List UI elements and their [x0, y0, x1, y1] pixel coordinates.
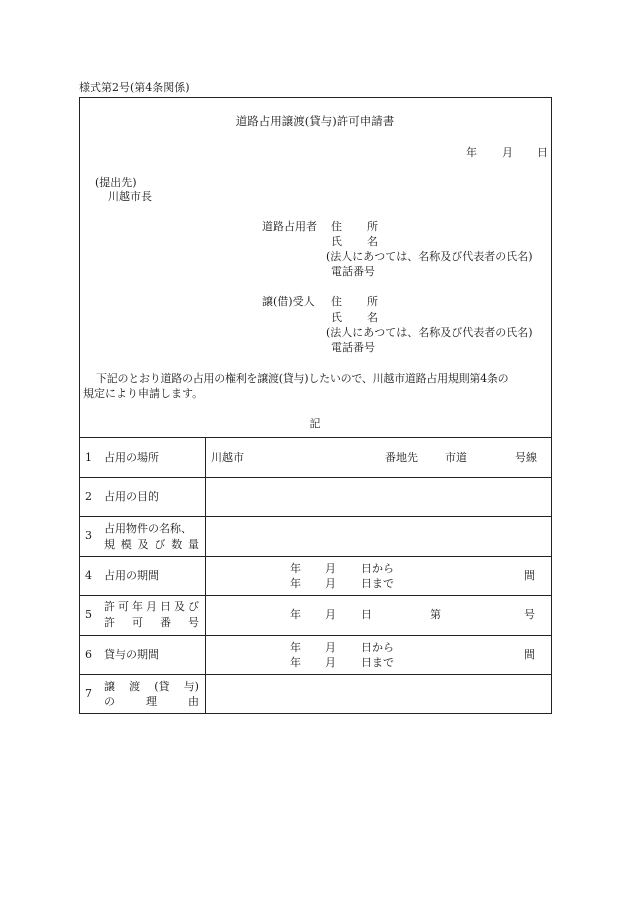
lend-unit: 間 — [524, 648, 535, 661]
addressee-name: 川越市長 — [108, 190, 152, 203]
period-to-year: 年 — [290, 577, 301, 590]
occupant-address-k2: 所 — [367, 220, 378, 233]
row-divider — [79, 556, 552, 557]
receiver-address-k1: 住 — [331, 295, 342, 308]
receiver-phone-label: 電話番号 — [331, 341, 375, 354]
row-number: 3 — [85, 529, 92, 542]
row-label-permit-date — [104, 601, 199, 612]
row-number: 1 — [85, 451, 92, 464]
occupant-corp-note: (法人にあつては、名称及び代表者の氏名) — [326, 250, 533, 263]
label-char: 号 — [188, 616, 199, 629]
receiver-name-k2: 名 — [367, 311, 378, 324]
column-divider — [205, 437, 206, 714]
location-line: 号線 — [515, 451, 537, 464]
location-city: 川越市 — [211, 451, 244, 464]
period-from-year: 年 — [290, 562, 301, 575]
row-number: 6 — [85, 648, 92, 661]
row-number: 4 — [85, 569, 92, 582]
label-char: 年 — [132, 600, 143, 613]
label-char: 与) — [183, 680, 199, 693]
lend-to-day: 日まで — [361, 656, 394, 669]
label-char: 及 — [137, 538, 149, 551]
lend-to-month: 月 — [325, 656, 336, 669]
label-char: (貸 — [154, 680, 170, 693]
permit-day: 日 — [361, 608, 372, 621]
form-number: 様式第2号(第4条関係) — [79, 81, 190, 94]
label-char: 可 — [132, 616, 143, 629]
occupant-role: 道路占用者 — [262, 220, 317, 233]
occupant-name-k2: 名 — [367, 235, 378, 248]
label-char: 数 — [171, 538, 183, 551]
row-label-reason-l2 — [104, 696, 199, 707]
receiver-role: 譲(借)受人 — [262, 295, 315, 308]
body-text-line1: 下記のとおり道路の占用の権利を譲渡(貸与)したいので、川越市道路占用規則第4条の — [96, 372, 509, 385]
permit-month: 月 — [325, 608, 336, 621]
period-unit: 間 — [524, 569, 535, 582]
occupant-address-k1: 住 — [331, 220, 342, 233]
permit-dai: 第 — [430, 608, 441, 621]
lend-from-month: 月 — [325, 641, 336, 654]
row-number: 5 — [85, 608, 92, 621]
table-top-border — [79, 437, 552, 438]
form-title: 道路占用譲渡(貸与)許可申請書 — [235, 114, 395, 128]
row-label-period: 占用の期間 — [104, 569, 159, 582]
row-divider — [79, 674, 552, 675]
row-label-permit-number — [104, 617, 199, 628]
row-number: 2 — [85, 490, 92, 503]
label-char: 及 — [174, 600, 185, 613]
row-divider — [79, 635, 552, 636]
label-char: 月 — [146, 600, 157, 613]
location-banchi: 番地先 — [385, 451, 418, 464]
occupant-phone-label: 電話番号 — [331, 265, 375, 278]
occupant-name-k1: 氏 — [331, 235, 342, 248]
period-from-day: 日から — [361, 562, 394, 575]
label-char: 番 — [160, 616, 171, 629]
label-char: び — [154, 538, 166, 551]
label-char: 規 — [104, 538, 115, 551]
label-char: 許 — [104, 600, 115, 613]
date-month: 月 — [502, 146, 513, 159]
label-char: 許 — [104, 616, 115, 629]
row-label-lend-period: 貸与の期間 — [104, 648, 159, 661]
row-label-location: 占用の場所 — [104, 451, 159, 464]
period-to-day: 日まで — [361, 577, 394, 590]
addressee-label: (提出先) — [95, 176, 137, 189]
receiver-address-k2: 所 — [367, 295, 378, 308]
row-label-reason-l1 — [104, 681, 199, 692]
label-char: 量 — [187, 538, 199, 551]
row-divider — [79, 477, 552, 478]
location-road: 市道 — [445, 451, 467, 464]
body-text-line2: 規定により申請します。 — [83, 387, 204, 400]
lend-to-year: 年 — [290, 656, 301, 669]
label-char: 理 — [146, 695, 157, 708]
ki-heading: 記 — [309, 417, 321, 430]
period-to-month: 月 — [325, 577, 336, 590]
date-day: 日 — [537, 146, 548, 159]
label-char: 譲 — [104, 680, 115, 693]
row-divider — [79, 516, 552, 517]
receiver-corp-note: (法人にあつては、名称及び代表者の氏名) — [326, 326, 533, 339]
label-char: 渡 — [129, 680, 141, 693]
row-divider — [79, 595, 552, 596]
period-from-month: 月 — [325, 562, 336, 575]
label-char: 日 — [160, 600, 171, 613]
lend-from-year: 年 — [290, 641, 301, 654]
label-char: 模 — [120, 538, 132, 551]
lend-from-day: 日から — [361, 641, 394, 654]
permit-year: 年 — [290, 608, 301, 621]
label-char: 可 — [118, 600, 129, 613]
label-char: び — [188, 600, 199, 613]
row-label-object-l2 — [104, 539, 199, 550]
label-char: の — [104, 695, 115, 708]
date-year: 年 — [466, 146, 477, 159]
receiver-name-k1: 氏 — [331, 311, 342, 324]
row-label-purpose: 占用の目的 — [104, 490, 159, 503]
permit-go: 号 — [524, 608, 535, 621]
label-char: 由 — [188, 695, 199, 708]
row-number: 7 — [85, 687, 92, 700]
row-label-object-l1: 占用物件の名称、 — [104, 522, 192, 535]
